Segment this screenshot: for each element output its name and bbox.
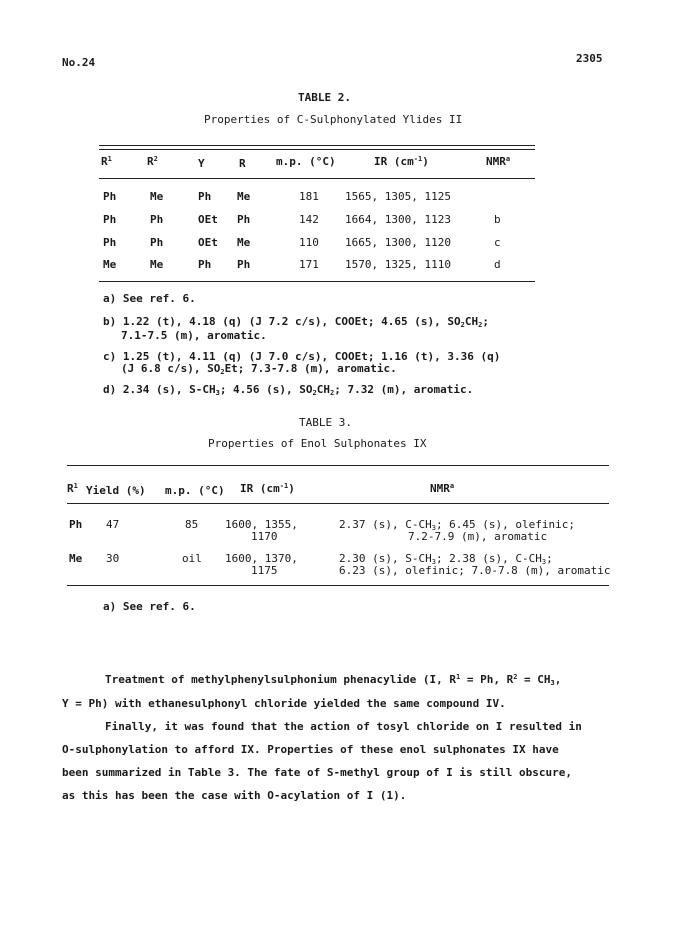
- table2-col-r: R: [239, 157, 246, 170]
- table2-title: TABLE 2.: [298, 91, 351, 104]
- paragraph1-line1: Treatment of methylphenylsulphonium phenacylide (I, $R^1 = Ph$, $R^2 = CH_3$,: [105, 673, 562, 687]
- cell-r: Me: [237, 236, 251, 249]
- note-c-line2: (J 6.8 c/s), $SO_2Et$; 7.3-7.8 (m), aromatic.: [121, 362, 397, 376]
- cell-r1: Ph: [103, 213, 117, 226]
- table2-caption: Properties of C-Sulphonylated Ylides II: [204, 113, 463, 126]
- note-d: d) 2.34 (s), $S-CH_3$; 4.56 (s), $SO_2CH_2$; 7.32 (m), aromatic.: [103, 383, 474, 397]
- cell-ir-line2: 1170: [251, 530, 278, 543]
- note-b-line1: b) 1.22 (t), 4.18 (q) (J 7.2 c/s), COOEt; 4.65 (s), $SO_2CH_2$;: [103, 315, 489, 329]
- cell-nmr-line2: 7.2-7.9 (m), aromatic: [408, 530, 548, 543]
- table3-col-nmr: NMR$^a$: [430, 482, 455, 495]
- cell-r1: Me: [69, 552, 83, 565]
- page-number: 2305: [576, 52, 603, 65]
- cell-y: Ph: [198, 190, 212, 203]
- table3-top-rule: [67, 465, 609, 466]
- table2-col-ir: IR $(cm^{-1})$: [374, 155, 429, 168]
- cell-nmr-line1: 2.30 (s), $S-CH_3$; 2.38 (s), $C-CH_3$;: [339, 552, 553, 566]
- table3-col-ir: IR $(cm^{-1})$: [240, 482, 295, 495]
- cell-nmr-line2: 6.23 (s), olefinic; 7.0-7.8 (m), aromatic: [339, 564, 611, 577]
- cell-r1: Me: [103, 258, 117, 271]
- cell-nmr: c: [494, 236, 501, 249]
- paragraph2-line4: as this has been the case with O-acylation of I (1).: [62, 789, 407, 802]
- table2-col-r2: $R^2$: [147, 155, 158, 168]
- cell-r1: Ph: [103, 190, 117, 203]
- cell-nmr: b: [494, 213, 501, 226]
- table2-bottom-rule: [99, 281, 535, 282]
- cell-mp: 142: [299, 213, 319, 226]
- cell-yield: 47: [106, 518, 120, 531]
- table2-col-r1: $R^1$: [101, 155, 112, 168]
- paragraph1-line2: Y = Ph) with ethanesulphonyl chloride yielded the same compound IV.: [62, 697, 506, 710]
- cell-y: OEt: [198, 213, 218, 226]
- cell-mp: 110: [299, 236, 319, 249]
- cell-mp: 171: [299, 258, 319, 271]
- table2-col-nmr: NMR$^a$: [486, 155, 511, 168]
- paragraph2-line3: been summarized in Table 3. The fate of S-methyl group of I is still obscure,: [62, 766, 572, 779]
- cell-r1: Ph: [69, 518, 83, 531]
- table2-top-rule: [99, 145, 535, 150]
- cell-ir-line2: 1175: [251, 564, 278, 577]
- paragraph2-line1: Finally, it was found that the action of tosyl chloride on I resulted in: [105, 720, 582, 733]
- cell-r: Ph: [237, 213, 251, 226]
- cell-mp: 85: [185, 518, 199, 531]
- paragraph2-line2: O-sulphonylation to afford IX. Properties of these enol sulphonates IX have: [62, 743, 559, 756]
- table2-header-rule: [99, 178, 535, 179]
- table3-col-yield: Yield (%): [86, 484, 146, 497]
- cell-ir: 1665, 1300, 1120: [345, 236, 451, 249]
- cell-nmr: d: [494, 258, 501, 271]
- table2-col-mp: m.p. (°C): [276, 155, 336, 168]
- table3-header-rule: [67, 503, 609, 504]
- cell-ir-line1: 1600, 1370,: [225, 552, 298, 565]
- cell-r2: Me: [150, 190, 164, 203]
- cell-y: OEt: [198, 236, 218, 249]
- cell-mp: oil: [182, 552, 202, 565]
- cell-nmr-line1: 2.37 (s), $C-CH_3$; 6.45 (s), olefinic;: [339, 518, 576, 532]
- cell-mp: 181: [299, 190, 319, 203]
- note-c-line1: c) 1.25 (t), 4.11 (q) (J 7.0 c/s), COOEt; 1.16 (t), 3.36 (q): [103, 350, 501, 363]
- table3-bottom-rule: [67, 585, 609, 586]
- table3-title: TABLE 3.: [299, 416, 352, 429]
- table3-col-r1: $R^1$: [67, 482, 78, 495]
- table3-note-a: a) See ref. 6.: [103, 600, 196, 613]
- cell-y: Ph: [198, 258, 212, 271]
- cell-r: Ph: [237, 258, 251, 271]
- table3-col-mp: m.p. (°C): [165, 484, 225, 497]
- table3-caption: Properties of Enol Sulphonates IX: [208, 437, 427, 450]
- note-b-line2: 7.1-7.5 (m), aromatic.: [121, 329, 267, 342]
- cell-ir: 1664, 1300, 1123: [345, 213, 451, 226]
- table2-col-y: Y: [198, 157, 205, 170]
- cell-yield: 30: [106, 552, 120, 565]
- cell-r2: Ph: [150, 236, 164, 249]
- cell-r: Me: [237, 190, 251, 203]
- cell-ir: 1570, 1325, 1110: [345, 258, 451, 271]
- cell-r2: Me: [150, 258, 164, 271]
- cell-ir: 1565, 1305, 1125: [345, 190, 451, 203]
- cell-r2: Ph: [150, 213, 164, 226]
- journal-number: No.24: [62, 56, 96, 69]
- cell-r1: Ph: [103, 236, 117, 249]
- note-a: a) See ref. 6.: [103, 292, 196, 305]
- cell-ir-line1: 1600, 1355,: [225, 518, 298, 531]
